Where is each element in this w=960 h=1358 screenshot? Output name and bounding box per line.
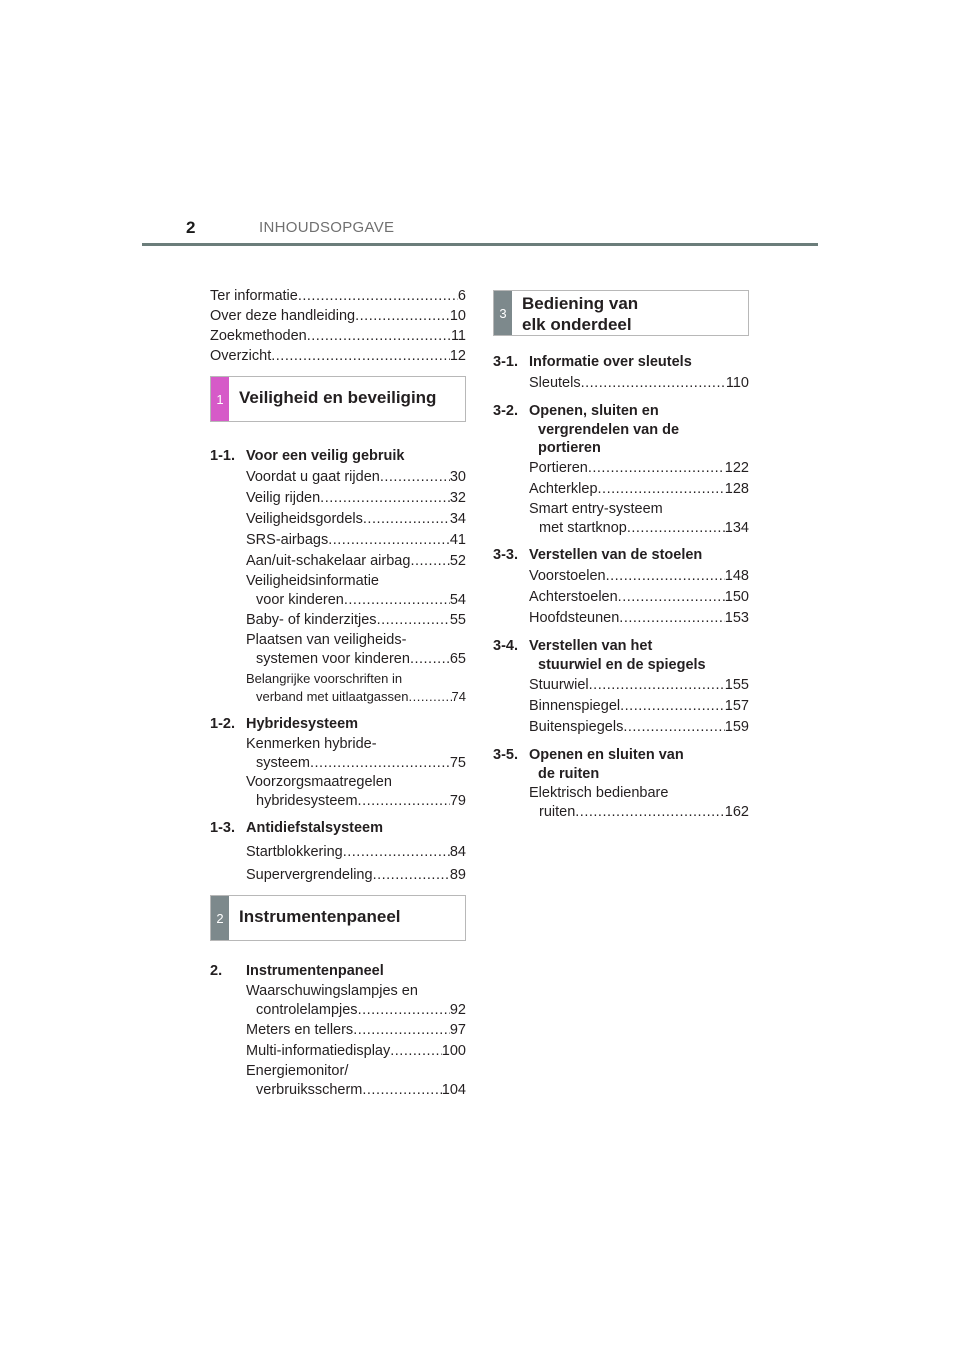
- toc-entry[interactable]: Aan/uit-schakelaar airbag ..... 52: [246, 551, 466, 571]
- chapter-3-tab: 3: [494, 291, 512, 335]
- toc-entry[interactable]: Achterstoelen ..... 150: [529, 587, 749, 607]
- section-3-1-title[interactable]: 3-1. Informatie over sleutels: [493, 354, 692, 370]
- intro-list: [210, 286, 466, 366]
- toc-entry[interactable]: Voorstoelen ..... 148: [529, 566, 749, 586]
- running-title: INHOUDSOPGAVE: [259, 219, 395, 236]
- section-1-3-title[interactable]: 1-3. Antidiefstalsysteem: [210, 820, 383, 836]
- toc-entry[interactable]: Portieren ..... 122: [529, 458, 749, 478]
- toc-entry[interactable]: Achterklep ..... 128: [529, 479, 749, 499]
- chapter-1-title: Veiligheid en beveiliging: [239, 388, 437, 407]
- toc-entry[interactable]: Binnenspiegel ..... 157: [529, 696, 749, 716]
- toc-entry[interactable]: Elektrisch bedienbare ruiten ..... 162: [493, 784, 749, 821]
- toc-entry[interactable]: Meters en tellers ..... 97: [246, 1020, 466, 1040]
- toc-entry[interactable]: Stuurwiel ..... 155: [529, 675, 749, 695]
- toc-entry[interactable]: SRS-airbags ..... 41: [246, 530, 466, 550]
- toc-entry[interactable]: Hoofdsteunen ..... 153: [529, 608, 749, 628]
- section-3-3-title[interactable]: 3-3. Verstellen van de stoelen: [493, 547, 703, 563]
- toc-entry[interactable]: Zoekmethoden ..... 11: [210, 326, 466, 346]
- section-2-title[interactable]: 2. Instrumentenpaneel: [210, 963, 384, 979]
- toc-entry[interactable]: Multi-informatiedisplay ..... 100: [246, 1041, 466, 1061]
- toc-entry[interactable]: Veiligheidsinformatie voor kinderen ..... 54: [210, 572, 466, 609]
- toc-entry[interactable]: Baby- of kinderzitjes ..... 55: [246, 610, 466, 630]
- toc-entry[interactable]: Voordat u gaat rijden ..... 30: [246, 467, 466, 487]
- section-3-5-title[interactable]: 3-5. Openen en sluiten van: [493, 747, 684, 763]
- toc-entry[interactable]: Belangrijke voorschriften in verband met uitlaatgassen ..... 74: [210, 669, 466, 706]
- toc-entry[interactable]: Waarschuwingslampjes en controlelampjes ..... 92: [210, 982, 466, 1019]
- header-rule: [142, 243, 818, 246]
- toc-entry[interactable]: Voorzorgsmaatregelen hybridesysteem ..... 79: [210, 773, 466, 810]
- chapter-3-header[interactable]: [493, 290, 749, 336]
- toc-entry[interactable]: Overzicht ..... 12: [210, 346, 466, 366]
- toc-entry[interactable]: Over deze handleiding ..... 10: [210, 306, 466, 326]
- chapter-1-tab: 1: [211, 377, 229, 421]
- section-1-2-title[interactable]: 1-2. Hybridesysteem: [210, 716, 359, 732]
- section-1-1-title[interactable]: 1-1. Voor een veilig gebruik: [210, 448, 405, 464]
- chapter-3-title: Bediening van elk onderdeel: [522, 294, 639, 334]
- toc-entry[interactable]: Ter informatie ..... 6: [210, 286, 466, 306]
- chapter-2-title: Instrumentenpaneel: [239, 907, 401, 926]
- section-3-2-title[interactable]: 3-2. Openen, sluiten en: [493, 403, 659, 419]
- toc-entry[interactable]: Startblokkering ..... 84: [246, 842, 466, 862]
- toc-entry[interactable]: Buitenspiegels ..... 159: [529, 717, 749, 737]
- toc-left-column: [210, 286, 466, 1099]
- toc-entry[interactable]: Supervergrendeling ..... 89: [246, 865, 466, 885]
- chapter-2-header[interactable]: [210, 895, 466, 941]
- toc-entry[interactable]: Sleutels ..... 110: [529, 373, 749, 393]
- toc-entry[interactable]: Plaatsen van veiligheids- systemen voor kinderen ..... 65: [210, 631, 466, 668]
- toc-entry[interactable]: Smart entry-systeem met startknop ..... 134: [493, 500, 749, 537]
- toc-entry[interactable]: Veilig rijden ..... 32: [246, 488, 466, 508]
- toc-right-column: 3 Bediening van elk onderdeel 3-1. Informatie over sleutels Sleutels ..... 110 3-2. Openen, sluiten en vergrendelen van de portieren Portieren ..... 122 Achterklep ..... 128 Smart entry-systeem met startknop ..... 134 3-3. Verstellen van de stoelen Voorstoelen ..... 148 Achterstoelen ..... 150 Hoofdsteunen ..... 153 3-4. Verstellen van het stuurwiel en de spiegels Stuurwiel ..... 155 Binnenspiegel ..... 157 Buitenspiegels ..... 159 3-5. Openen en sluiten van de ruiten Elektrisch bedienbare ruiten ..... 162: [493, 290, 749, 821]
- chapter-2-tab: 2: [211, 896, 229, 940]
- chapter-1-header[interactable]: [210, 376, 466, 422]
- page-number: 2: [186, 218, 196, 237]
- toc-entry[interactable]: Veiligheidsgordels ..... 34: [246, 509, 466, 529]
- section-3-4-title[interactable]: 3-4. Verstellen van het: [493, 638, 653, 654]
- toc-entry[interactable]: Kenmerken hybride- systeem ..... 75: [210, 735, 466, 772]
- toc-entry[interactable]: Energiemonitor/ verbruiksscherm ..... 104: [210, 1062, 466, 1099]
